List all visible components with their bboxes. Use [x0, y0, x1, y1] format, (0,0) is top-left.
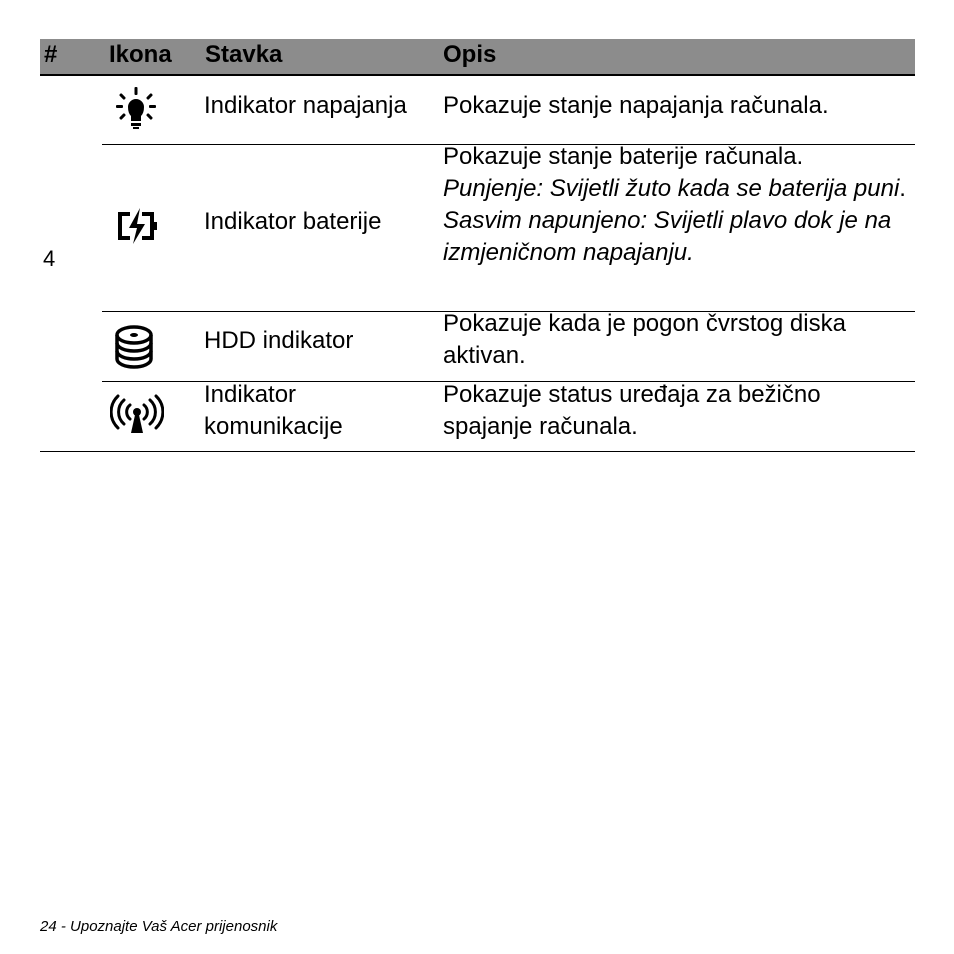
row2-desc-full: Sasvim napunjeno: Svijetli plavo dok je na izmjeničnom napajanju.	[443, 207, 892, 266]
table-row	[102, 77, 915, 145]
row4-item-line2: komunikacije	[204, 413, 343, 440]
row3-item: HDD indikator	[204, 327, 354, 354]
row2-item: Indikator baterije	[204, 208, 382, 235]
group-number: 4	[43, 246, 56, 271]
header-num: #	[44, 41, 58, 68]
table-row	[102, 311, 915, 382]
row2-desc-charging: Punjenje: Svijetli žuto kada se baterija puni	[443, 175, 900, 202]
header-desc: Opis	[443, 41, 497, 68]
table-row	[102, 381, 915, 452]
table-header	[40, 39, 915, 76]
row4-item-line1: Indikator	[204, 381, 297, 408]
row3-desc: Pokazuje kada je pogon čvrstog diska aktivan.	[443, 310, 846, 369]
row1-desc: Pokazuje stanje napajanja računala.	[443, 92, 829, 119]
header-item: Stavka	[205, 41, 283, 68]
battery-charging-icon	[110, 202, 164, 252]
row2-desc-line1: Pokazuje stanje baterije računala.	[443, 143, 804, 170]
header-icon: Ikona	[109, 41, 172, 68]
wireless-antenna-icon	[110, 391, 164, 441]
row2-desc-period: .	[899, 175, 906, 202]
row2-desc	[443, 141, 913, 269]
row1-item: Indikator napajanja	[204, 92, 407, 119]
table-row	[102, 144, 915, 312]
power-indicator-icon	[110, 85, 164, 135]
page-footer: 24 - Upoznajte Vaš Acer prijenosnik	[40, 918, 278, 935]
hdd-icon	[110, 323, 164, 373]
table-bottom-rule	[40, 451, 915, 452]
row4-desc: Pokazuje status uređaja za bežično spajanje računala.	[443, 381, 821, 440]
row4-item	[204, 379, 434, 443]
